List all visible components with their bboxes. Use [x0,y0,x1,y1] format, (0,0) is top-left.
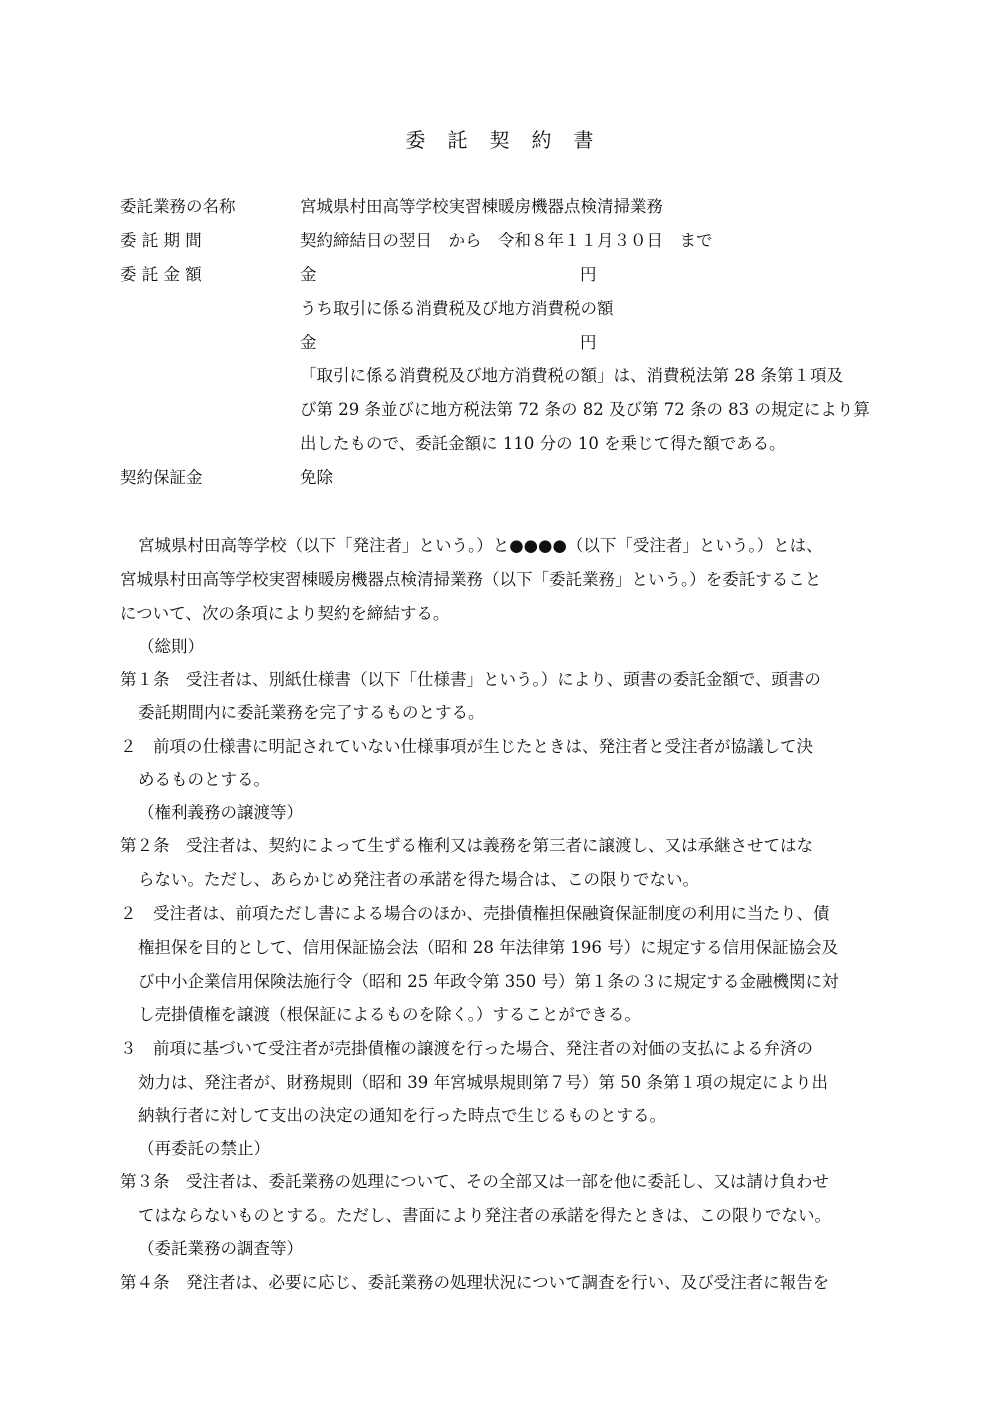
amount-unit: 円 [580,265,597,284]
tax-note-1: 「取引に係る消費税及び地方消費税の額」は、消費税法第 28 条第１項及 [300,366,843,385]
article-line: 第４条 発注者は、必要に応じ、委託業務の処理状況について調査を行い、及び受注者に報告を [120,1273,830,1292]
preamble-line-1: 宮城県村田高等学校（以下「発注者」という。）と●●●●（以下「受注者」という。）とは、 [138,536,823,555]
tax-note-3: 出したもので、委託金額に 110 分の 10 を乗じて得た額である。 [300,434,786,453]
article-line: てはならないものとする。ただし、書面により発注者の承諾を得たときは、この限りでない。 [138,1206,831,1225]
article-line: 第２条 受注者は、契約によって生ずる権利又は義務を第三者に譲渡し、又は承継させてはな [120,836,813,855]
article-line: び中小企業信用保険法施行令（昭和 25 年政令第 350 号）第１条の３に規定する金融機関に対 [138,972,839,991]
article-line: 納執行者に対して支出の決定の通知を行った時点で生じるものとする。 [138,1106,666,1125]
article-line: ２ 受注者は、前項ただし書による場合のほか、売掛債権担保融資保証制度の利用に当たり、債 [120,904,830,923]
section-heading: （再委託の禁止） [138,1139,270,1158]
article-line: 委託期間内に委託業務を完了するものとする。 [138,703,485,722]
document-title: 委 託 契 約 書 [405,128,595,152]
period-label: 委 託 期 間 [120,231,202,250]
amount-label: 委 託 金 額 [120,265,202,284]
article-line: 権担保を目的として、信用保証協会法（昭和 28 年法律第 196 号）に規定する信用保証協会及 [138,938,839,957]
preamble-line-3: について、次の条項により契約を締結する。 [120,604,450,623]
tax-prefix: 金 [300,333,317,352]
name-label: 委託業務の名称 [120,197,236,216]
article-line: し売掛債権を譲渡（根保証によるものを除く。）することができる。 [138,1005,641,1024]
deposit-label: 契約保証金 [120,468,203,487]
tax-note-2: び第 29 条並びに地方税法第 72 条の 82 及び第 72 条の 83 の規定により算 [300,400,870,419]
tax-line: うち取引に係る消費税及び地方消費税の額 [300,299,614,318]
section-heading: （権利義務の譲渡等） [138,803,303,822]
section-heading: （総則） [138,637,204,656]
name-value: 宮城県村田高等学校実習棟暖房機器点検清掃業務 [300,197,663,216]
deposit-value: 免除 [300,468,333,487]
article-line: 第３条 受注者は、委託業務の処理について、その全部又は一部を他に委託し、又は請け負わせ [120,1172,829,1191]
article-line: 第１条 受注者は、別紙仕様書（以下「仕様書」という。）により、頭書の委託金額で、頭書の [120,670,821,689]
period-value: 契約締結日の翌日 から 令和８年１１月３０日 まで [300,231,713,250]
tax-unit: 円 [580,333,597,352]
article-line: 効力は、発注者が、財務規則（昭和 39 年宮城県規則第７号）第 50 条第１項の規定により出 [138,1073,828,1092]
preamble-line-2: 宮城県村田高等学校実習棟暖房機器点検清掃業務（以下「委託業務」という。）を委託すること [120,570,822,589]
amount-prefix: 金 [300,265,317,284]
article-line: ２ 前項の仕様書に明記されていない仕様事項が生じたときは、発注者と受注者が協議して決 [120,737,813,756]
article-line: めるものとする。 [138,770,270,789]
article-line: らない。ただし、あらかじめ発注者の承諾を得た場合は、この限りでない。 [138,870,699,889]
section-heading: （委託業務の調査等） [138,1239,303,1258]
article-line: ３ 前項に基づいて受注者が売掛債権の譲渡を行った場合、発注者の対価の支払による弁済の [120,1039,813,1058]
